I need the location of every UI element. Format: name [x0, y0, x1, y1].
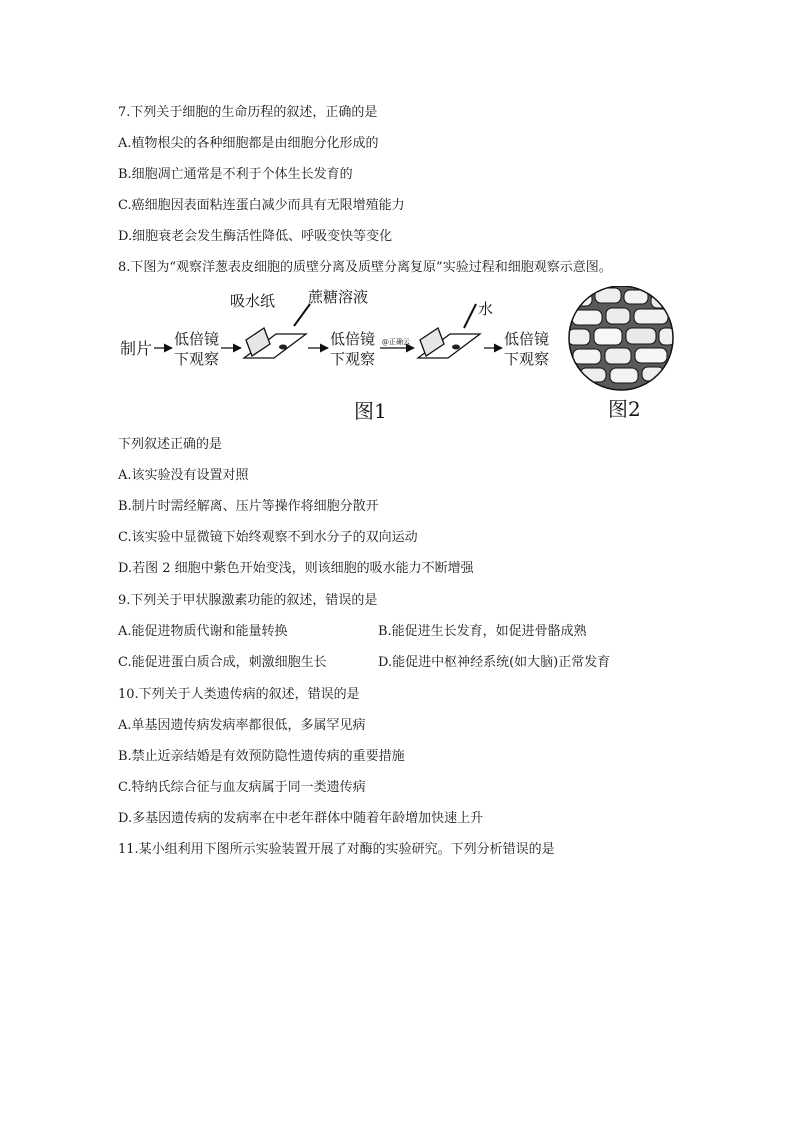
q10-stem: 10.下列关于人类遗传病的叙述，错误的是: [118, 687, 360, 702]
q7-option-c: C.癌细胞因表面粘连蛋白减少而具有无限增殖能力: [118, 198, 405, 213]
low-mag-2-line1: 低倍镜: [330, 330, 376, 348]
q9-option-c: C.能促进蛋白质合成，刺激细胞生长: [118, 655, 327, 670]
step-make-slide: 制片: [120, 339, 153, 358]
q10-option-d: D.多基因遗传病的发病率在中老年群体中随着年龄增加快速上升: [118, 811, 484, 826]
q7-stem: 7.下列关于细胞的生命历程的叙述，正确的是: [118, 105, 378, 120]
q8-option-b: B.制片时需经解离、压片等操作将细胞分散开: [118, 499, 379, 514]
low-mag-3-line1: 低倍镜: [504, 330, 550, 348]
cell-field-view: [568, 286, 675, 390]
q9-option-b: B.能促进生长发育，如促进骨骼成熟: [378, 624, 587, 639]
q11-stem: 11.某小组利用下图所示实验装置开展了对酶的实验研究。下列分析错误的是: [118, 842, 555, 857]
experiment-diagram: [118, 286, 678, 432]
q7-option-a: A.植物根尖的各种细胞都是由细胞分化形成的: [118, 136, 379, 151]
q8-option-c: C.该实验中显微镜下始终观察不到水分子的双向运动: [118, 530, 418, 545]
q8-stem: 8.下图为“观察洋葱表皮细胞的质壁分离及质壁分离复原”实验过程和细胞观察示意图。: [118, 260, 612, 275]
label-sucrose-solution: 蔗糖溶液: [308, 288, 369, 306]
figure-1-caption: 图1: [354, 399, 387, 423]
q8-option-a: A.该实验没有设置对照: [118, 468, 249, 483]
slide-with-absorbent-paper: [244, 304, 310, 358]
q8-figure: [118, 286, 678, 432]
q8-prompt: 下列叙述正确的是: [118, 437, 223, 452]
q8-option-d: D.若图 2 细胞中紫色开始变浅，则该细胞的吸水能力不断增强: [118, 561, 474, 576]
q10-option-b: B.禁止近亲结婚是有效预防隐性遗传病的重要措施: [118, 749, 405, 764]
label-water: 水: [478, 300, 494, 318]
low-mag-3-line2: 下观察: [504, 350, 550, 368]
q10-option-a: A.单基因遗传病发病率都很低，多属罕见病: [118, 718, 366, 733]
slide-with-water: [418, 304, 480, 358]
q7-option-b: B.细胞凋亡通常是不利于个体生长发育的: [118, 167, 353, 182]
low-mag-1-line1: 低倍镜: [174, 330, 220, 348]
q10-option-c: C.特纳氏综合征与血友病属于同一类遗传病: [118, 780, 366, 795]
q7-option-d: D.细胞衰老会发生酶活性降低、呼吸变快等变化: [118, 229, 393, 244]
label-absorbent-paper: 吸水纸: [230, 292, 276, 310]
figure-2-caption: 图2: [608, 397, 641, 421]
low-mag-2-line2: 下观察: [330, 350, 376, 368]
watermark-text: @正确云: [382, 338, 410, 346]
low-mag-1-line2: 下观察: [174, 350, 220, 368]
q9-stem: 9.下列关于甲状腺激素功能的叙述，错误的是: [118, 593, 378, 608]
q9-option-d: D.能促进中枢神经系统(如大脑)正常发育: [378, 655, 611, 670]
q9-option-a: A.能促进物质代谢和能量转换: [118, 624, 288, 639]
